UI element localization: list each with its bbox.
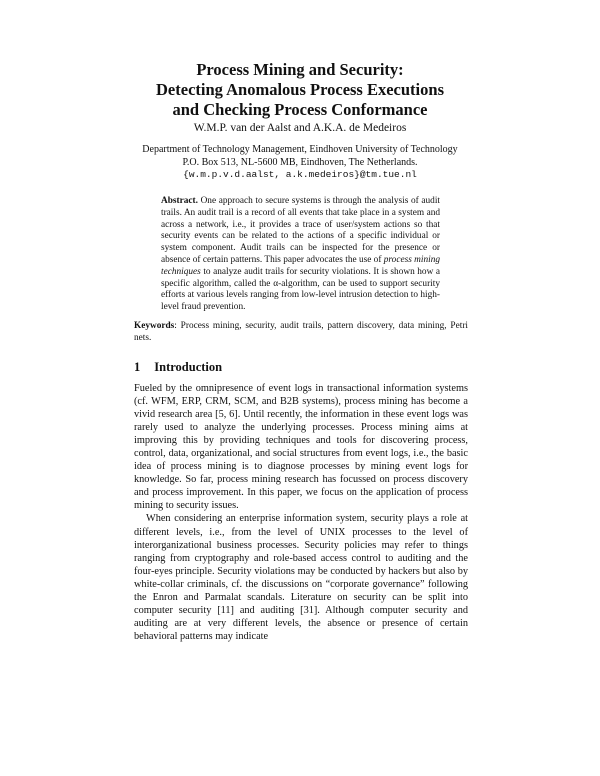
affiliation bbox=[0, 144, 600, 182]
title-line-2: Detecting Anomalous Process Executions bbox=[156, 80, 444, 99]
title-line-1: Process Mining and Security: bbox=[196, 60, 404, 79]
paper-title bbox=[0, 60, 600, 120]
authors: W.M.P. van der Aalst and A.K.A. de Medeiros bbox=[193, 122, 407, 134]
author-emails: {w.m.p.v.d.aalst, a.k.medeiros}@tm.tue.nl bbox=[183, 169, 417, 180]
abstract-label: Abstract. bbox=[161, 196, 198, 206]
keywords-label: Keywords bbox=[134, 321, 175, 331]
section-heading bbox=[134, 360, 222, 375]
paragraph-2: When considering an enterprise information system, security plays a role at different levels, i.e., from the level of UNIX processes to the level of interorganizational business processes. Security policies may refer to things ranging from cryptography and role-based access control to auditing and the four-eyes principle. Security violations may be conducted by hackers but also by white-collar criminals, cf. the discussions on “corporate governance” following the Enron and Parmalat scandals. Literature on security can be split into computer security [11] and auditing [31]. Although computer security and auditing are at very different levels, the absence or presence of certain behavioral patterns may indicate bbox=[134, 513, 468, 642]
section-number: 1 bbox=[134, 360, 141, 374]
abstract-text-2: to analyze audit trails for security violations. It is shown how a specific algorithm, called the α-algorithm, can be used to support security efforts at various levels ranging from low-level intrusion detection to high-level fraud prevention. bbox=[161, 266, 440, 313]
abstract-text-1: One approach to secure systems is through the analysis of audit trails. An audit trail is a record of all events that take place in a system and across a network, i.e., it provides a trace of user/system actions so that security events can be related to the actions of a specific individual or system component. Audit trails can be inspected for the presence or absence of certain patterns. This paper advocates the use of bbox=[161, 196, 440, 265]
title-line-3: and Checking Process Conformance bbox=[172, 100, 428, 119]
abstract bbox=[161, 196, 440, 314]
paragraph-1: Fueled by the omnipresence of event logs in transactional information systems (cf. WFM, ERP, CRM, SCM, and B2B systems), process mining has become a vivid research area [5, 6]. Until recently, the information in these event logs was rarely used to analyze the underlying processes. Process mining aims at improving this by providing techniques and tools for discovering process, control, data, organizational, and social structures from event logs, i.e., the basic idea of process mining is to diagnose processes by mining event logs for knowledge. So far, process mining research has focussed on process discovery and process improvement. In this paper, we focus on the application of process mining to security issues. bbox=[134, 383, 468, 512]
affiliation-line-2: P.O. Box 513, NL-5600 MB, Eindhoven, The Netherlands. bbox=[182, 156, 418, 168]
section-body bbox=[134, 382, 468, 643]
affiliation-line-1: Department of Technology Management, Eindhoven University of Technology bbox=[142, 144, 458, 155]
abstract-emphasis: process mining techniques bbox=[161, 254, 440, 277]
section-title: Introduction bbox=[154, 360, 223, 374]
keywords bbox=[134, 320, 468, 344]
keywords-text: : Process mining, security, audit trails, pattern discovery, data mining, Petri nets. bbox=[134, 321, 468, 343]
